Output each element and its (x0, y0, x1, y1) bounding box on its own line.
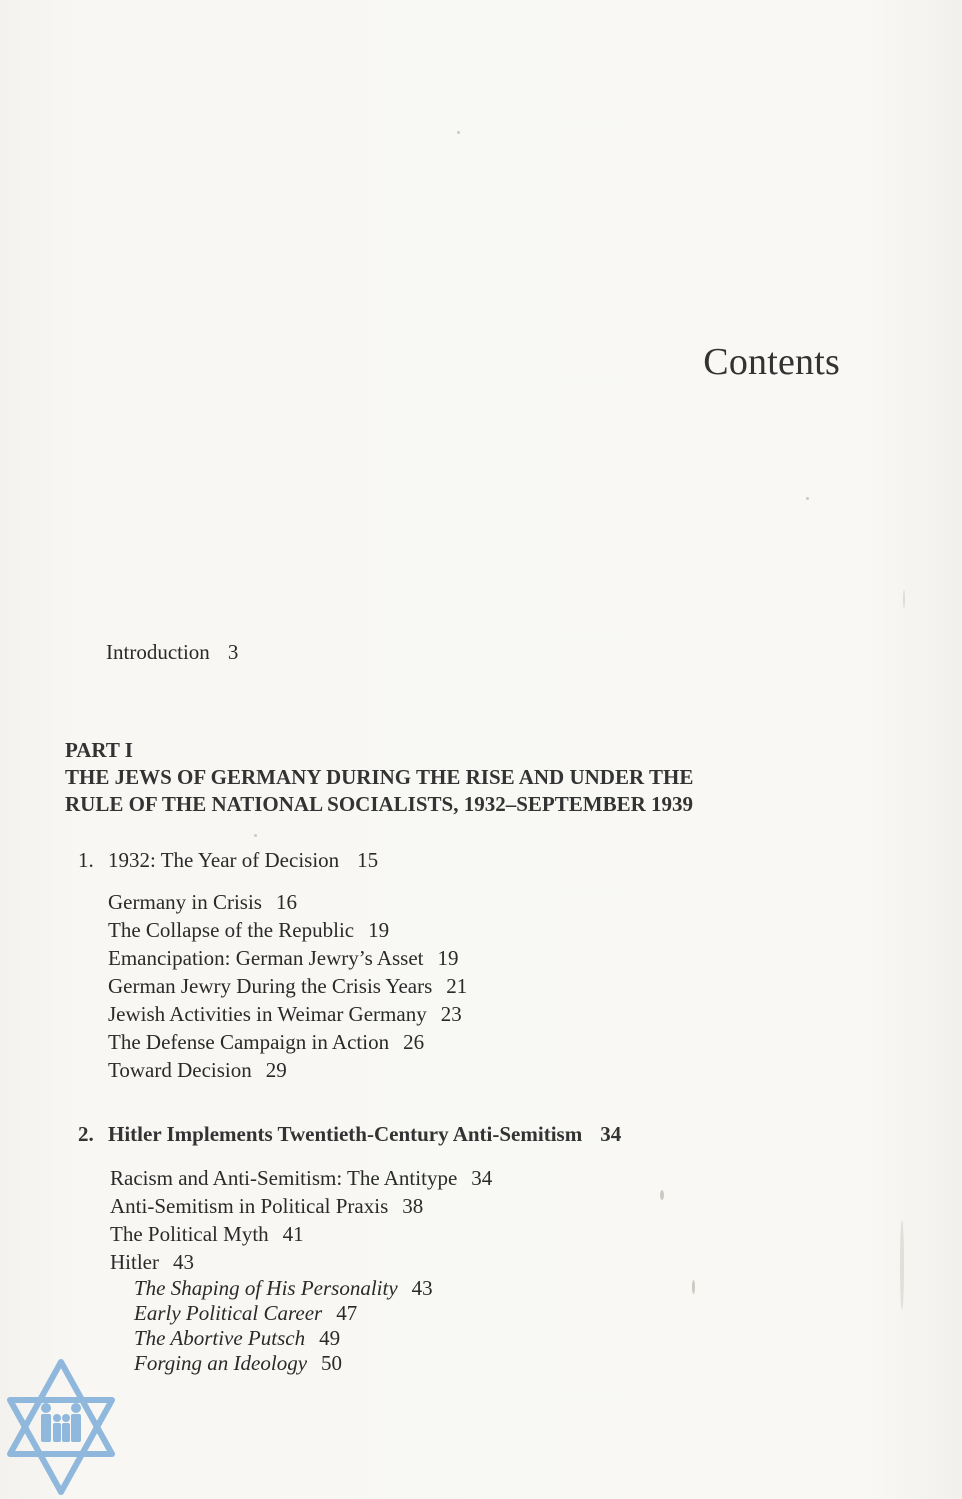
section-title: Toward Decision (108, 1058, 252, 1082)
list-item (108, 1028, 467, 1056)
section-page: 38 (402, 1194, 424, 1218)
section-page: 23 (440, 1002, 462, 1026)
paper-speck (806, 497, 809, 500)
paper-speck (692, 1280, 695, 1294)
chapter-number: 1. (78, 848, 94, 872)
section-title: The Collapse of the Republic (108, 918, 355, 942)
part-label: PART I (65, 738, 133, 762)
section-page: 19 (437, 946, 459, 970)
section-title: Emancipation: German Jewry’s Asset (108, 946, 424, 970)
list-item (110, 1192, 492, 1220)
section-title: Racism and Anti-Semitism: The Antitype (110, 1166, 458, 1190)
list-item (110, 1301, 492, 1326)
introduction-page: 3 (227, 640, 239, 664)
list-item (108, 888, 467, 916)
list-item (108, 916, 467, 944)
list-item (110, 1326, 492, 1351)
list-item (110, 1248, 492, 1276)
section-title: The Political Myth (110, 1222, 269, 1246)
section-title: Hitler (110, 1250, 159, 1274)
list-item (110, 1164, 492, 1192)
chapter-title: Hitler Implements Twentieth-Century Anti-Semitism (108, 1122, 583, 1146)
section-page: 21 (446, 974, 468, 998)
section-title: Anti-Semitism in Political Praxis (110, 1194, 389, 1218)
chapter-page: 34 (600, 1122, 622, 1146)
page-title: Contents (703, 341, 840, 383)
part-title-line2: RULE OF THE NATIONAL SOCIALISTS, 1932–SEPTEMBER 1939 (65, 792, 694, 816)
section-title: Jewish Activities in Weimar Germany (108, 1002, 427, 1026)
chapter-1-heading (78, 848, 378, 873)
paper-speck (660, 1190, 664, 1200)
toc-introduction (106, 640, 238, 665)
list-item (108, 972, 467, 1000)
section-title: The Defense Campaign in Action (108, 1030, 390, 1054)
section-title: Germany in Crisis (108, 890, 262, 914)
section-page: 16 (275, 890, 297, 914)
list-item (110, 1351, 492, 1376)
chapter-title: 1932: The Year of Decision (108, 848, 340, 872)
section-page: 41 (282, 1222, 304, 1246)
list-item (108, 944, 467, 972)
list-item (110, 1220, 492, 1248)
subsection-page: 49 (319, 1326, 341, 1350)
list-item (110, 1276, 492, 1301)
part-heading (65, 737, 865, 818)
list-item (108, 1056, 467, 1084)
subsection-title: Early Political Career (134, 1301, 323, 1325)
part-title-line1: THE JEWS OF GERMANY DURING THE RISE AND UNDER THE (65, 765, 694, 789)
list-item (108, 1000, 467, 1028)
introduction-label: Introduction (106, 640, 210, 664)
paper-speck (903, 590, 905, 608)
section-page: 19 (368, 918, 390, 942)
subsection-page: 50 (321, 1351, 343, 1375)
subsection-page: 43 (411, 1276, 433, 1300)
subsection-page: 47 (336, 1301, 358, 1325)
subsection-title: Forging an Ideology (134, 1351, 308, 1375)
chapter-2-sections (110, 1164, 492, 1376)
paper-speck (254, 834, 257, 837)
chapter-1-sections (108, 888, 467, 1084)
subsection-title: The Abortive Putsch (134, 1326, 306, 1350)
chapter-number: 2. (78, 1122, 94, 1146)
subsection-title: The Shaping of His Personality (134, 1276, 398, 1300)
paper-speck (900, 1220, 904, 1310)
section-page: 34 (471, 1166, 493, 1190)
chapter-page: 15 (357, 848, 379, 872)
star-of-david-family-icon (2, 1358, 120, 1496)
chapter-2-heading (78, 1122, 621, 1147)
section-title: German Jewry During the Crisis Years (108, 974, 433, 998)
section-page: 29 (265, 1058, 287, 1082)
paper-speck (457, 131, 460, 134)
section-page: 43 (172, 1250, 194, 1274)
section-page: 26 (403, 1030, 425, 1054)
